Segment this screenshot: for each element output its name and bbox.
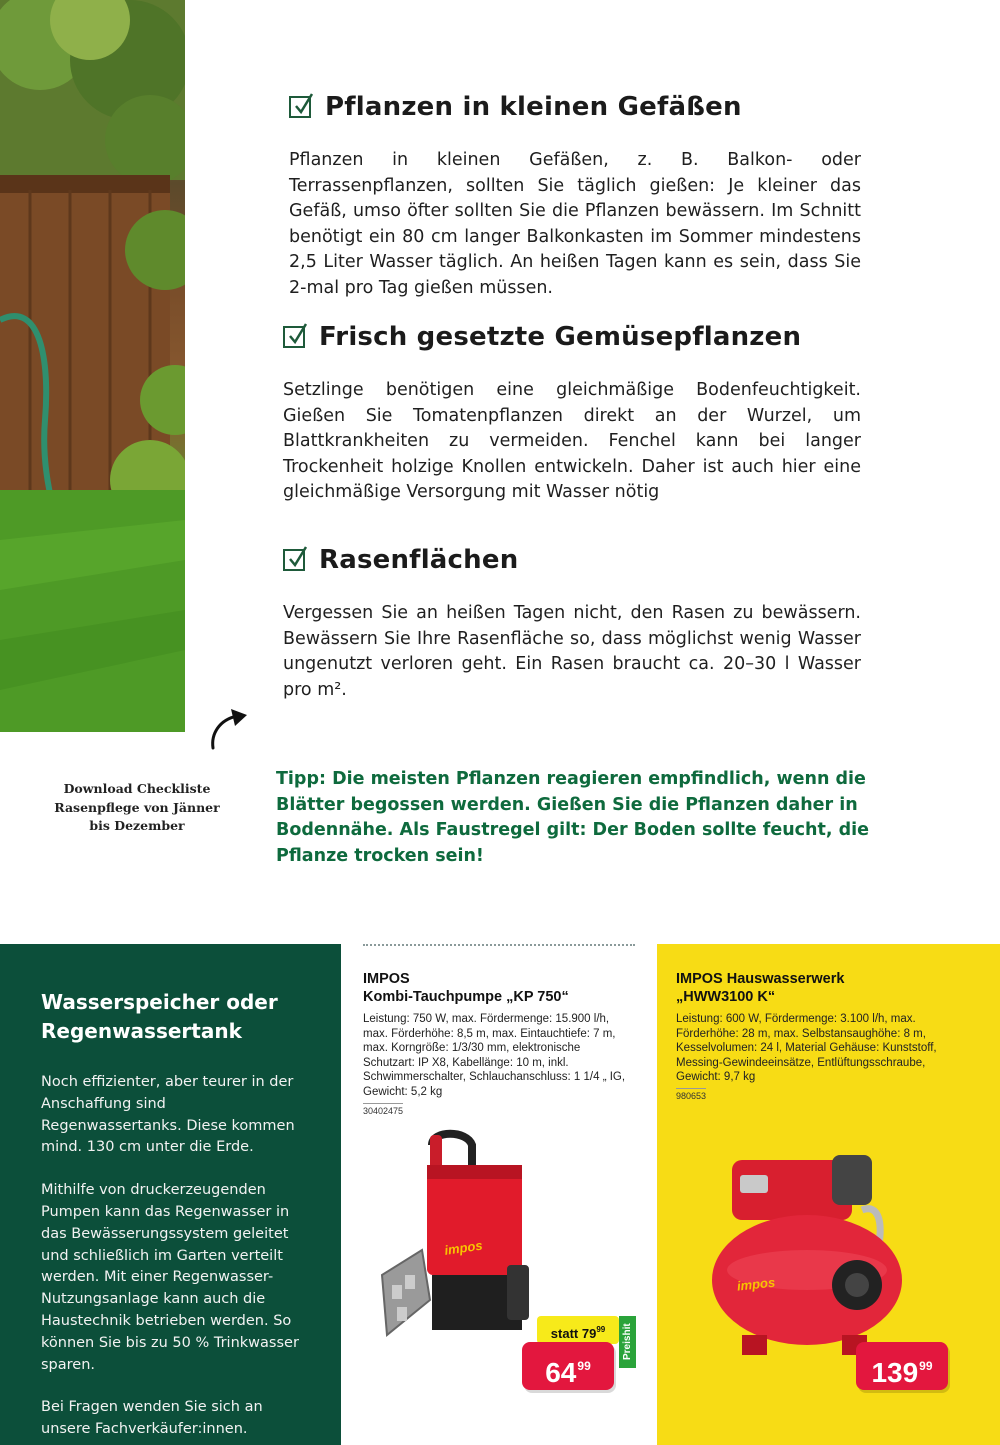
product-specs: Leistung: 750 W, max. Fördermenge: 15.900 l/h, max. Förderhöhe: 8,5 m, max. Eintauchtiefe: 7 m, max. Korngröße: 1/3/30 mm, elektronische Schutzart: IP X8, Kabellänge: 10 m, inkl. Schwimmerschalter, Schlauchanschluss: 1 1/4 „ IG, Gewicht: 5,2 kg bbox=[363, 1013, 626, 1098]
product-specs: Leistung: 600 W, Fördermenge: 3.100 l/h, max. Förderhöhe: 28 m, max. Selbstansaughöhe: 8 m, Kesselvolumen: 24 l, Material Gehäuse: Kunststoff, Messing-Gewindeeinsätze, Entlüftungsschraube, Gewicht: 9,7 kg bbox=[676, 1013, 937, 1084]
garden-photo bbox=[0, 0, 185, 732]
section-small-pots bbox=[289, 92, 861, 301]
submersible-pump-image bbox=[372, 1125, 542, 1355]
tip-text: Tipp: Die meisten Pflanzen reagieren empfindlich, wenn die Blätter begossen werden. Gießen Sie die Pflanzen daher in Bodennähe. Als Faustregel gilt: Der Boden sollte feucht, die Pflanze trocken sein! bbox=[276, 769, 870, 866]
box-title: Wasserspeicher oder Regenwassertank bbox=[41, 990, 278, 1043]
section-title: Frisch gesetzte Gemüsepflanzen bbox=[319, 322, 802, 352]
box-paragraph: Mithilfe von druckerzeugenden Pumpen kann das Regenwasser in das Bewässerungssystem geleitet und schließlich im Garten verteilt werden. Mit einer Regenwasser-Nutzungsanlage kann auch die Haustechnik betrieben werden. So können Sie bis zu 50 % Trinkwasser sparen. bbox=[41, 1182, 299, 1373]
product-hww3100k[interactable] bbox=[676, 970, 951, 1104]
checkbox-checked-icon bbox=[283, 326, 305, 348]
checkbox-checked-icon bbox=[283, 549, 305, 571]
product-name: Kombi-Tauchpumpe „KP 750“ bbox=[363, 989, 569, 1005]
section-body: Vergessen Sie an heißen Tagen nicht, den Rasen zu bewässern. Bewässern Sie Ihre Rasenfläche so, dass möglichst wenig Wasser ungenutzt verloren geht. Ein Rasen braucht ca. 20–30 l Wasser pro m². bbox=[283, 603, 861, 700]
old-price: statt $79^{99}$ bbox=[537, 1316, 619, 1344]
section-lawn bbox=[283, 545, 861, 703]
rainwater-tank-box bbox=[0, 944, 341, 1445]
preishit-badge: Preishit bbox=[619, 1316, 636, 1368]
impos-logo-text: impos bbox=[443, 1237, 484, 1258]
box-paragraph: Noch effizienter, aber teurer in der Anschaffung sind Regenwassertanks. Diese kommen mind. 130 cm unter die Erde. bbox=[41, 1074, 295, 1156]
dotted-divider bbox=[363, 944, 635, 946]
product-kp750[interactable] bbox=[363, 970, 631, 1119]
section-title: Rasenflächen bbox=[319, 545, 519, 575]
article-number: 980653 bbox=[676, 1088, 706, 1102]
section-body: Pflanzen in kleinen Gefäßen, z. B. Balkon- oder Terrassenpflanzen, sollten Sie täglich gießen: Je kleiner das Gefäß, umso öfter sollten Sie die Pflanzen bewässern. Im Schnitt benötigt ein 80 cm langer Balkonkasten im Sommer mindestens 2,5 Liter Wasser täglich. An heißen Tagen kann es sein, dass Sie 2-mal pro Tag gießen müssen. bbox=[289, 150, 861, 298]
curved-arrow-icon bbox=[205, 706, 253, 752]
house-waterworks-image bbox=[712, 1140, 942, 1360]
garden-photo-illustration bbox=[0, 0, 185, 732]
section-title: Pflanzen in kleinen Gefäßen bbox=[325, 92, 742, 122]
product-brand: IMPOS Hauswasserwerk bbox=[676, 971, 845, 987]
price-tag: $139^{99}$ bbox=[856, 1342, 948, 1390]
price-tag: $64^{99}$ bbox=[522, 1342, 614, 1390]
checkbox-checked-icon bbox=[289, 96, 311, 118]
section-vegetables bbox=[283, 322, 861, 506]
product-name: „HWW3100 K“ bbox=[676, 989, 776, 1005]
product-brand: IMPOS bbox=[363, 971, 410, 987]
box-paragraph: Bei Fragen wenden Sie sich an unsere Fachverkäufer:innen. bbox=[41, 1399, 263, 1438]
section-body: Setzlinge benötigen eine gleichmäßige Bodenfeuchtigkeit. Gießen Sie Tomatenpflanzen direkt an der Wurzel, um Blattkrankheiten zu vermeiden. Fenchel kann bei langer Trockenheit holzige Knollen entwickeln. Daher ist auch hier eine gleichmäßige Versorgung mit Wasser nötig bbox=[283, 380, 861, 502]
impos-logo-text: impos bbox=[736, 1274, 776, 1294]
download-checklist-link[interactable]: Download Checkliste Rasenpflege von Jänner bis Dezember bbox=[54, 781, 220, 833]
article-number: 30402475 bbox=[363, 1103, 403, 1117]
